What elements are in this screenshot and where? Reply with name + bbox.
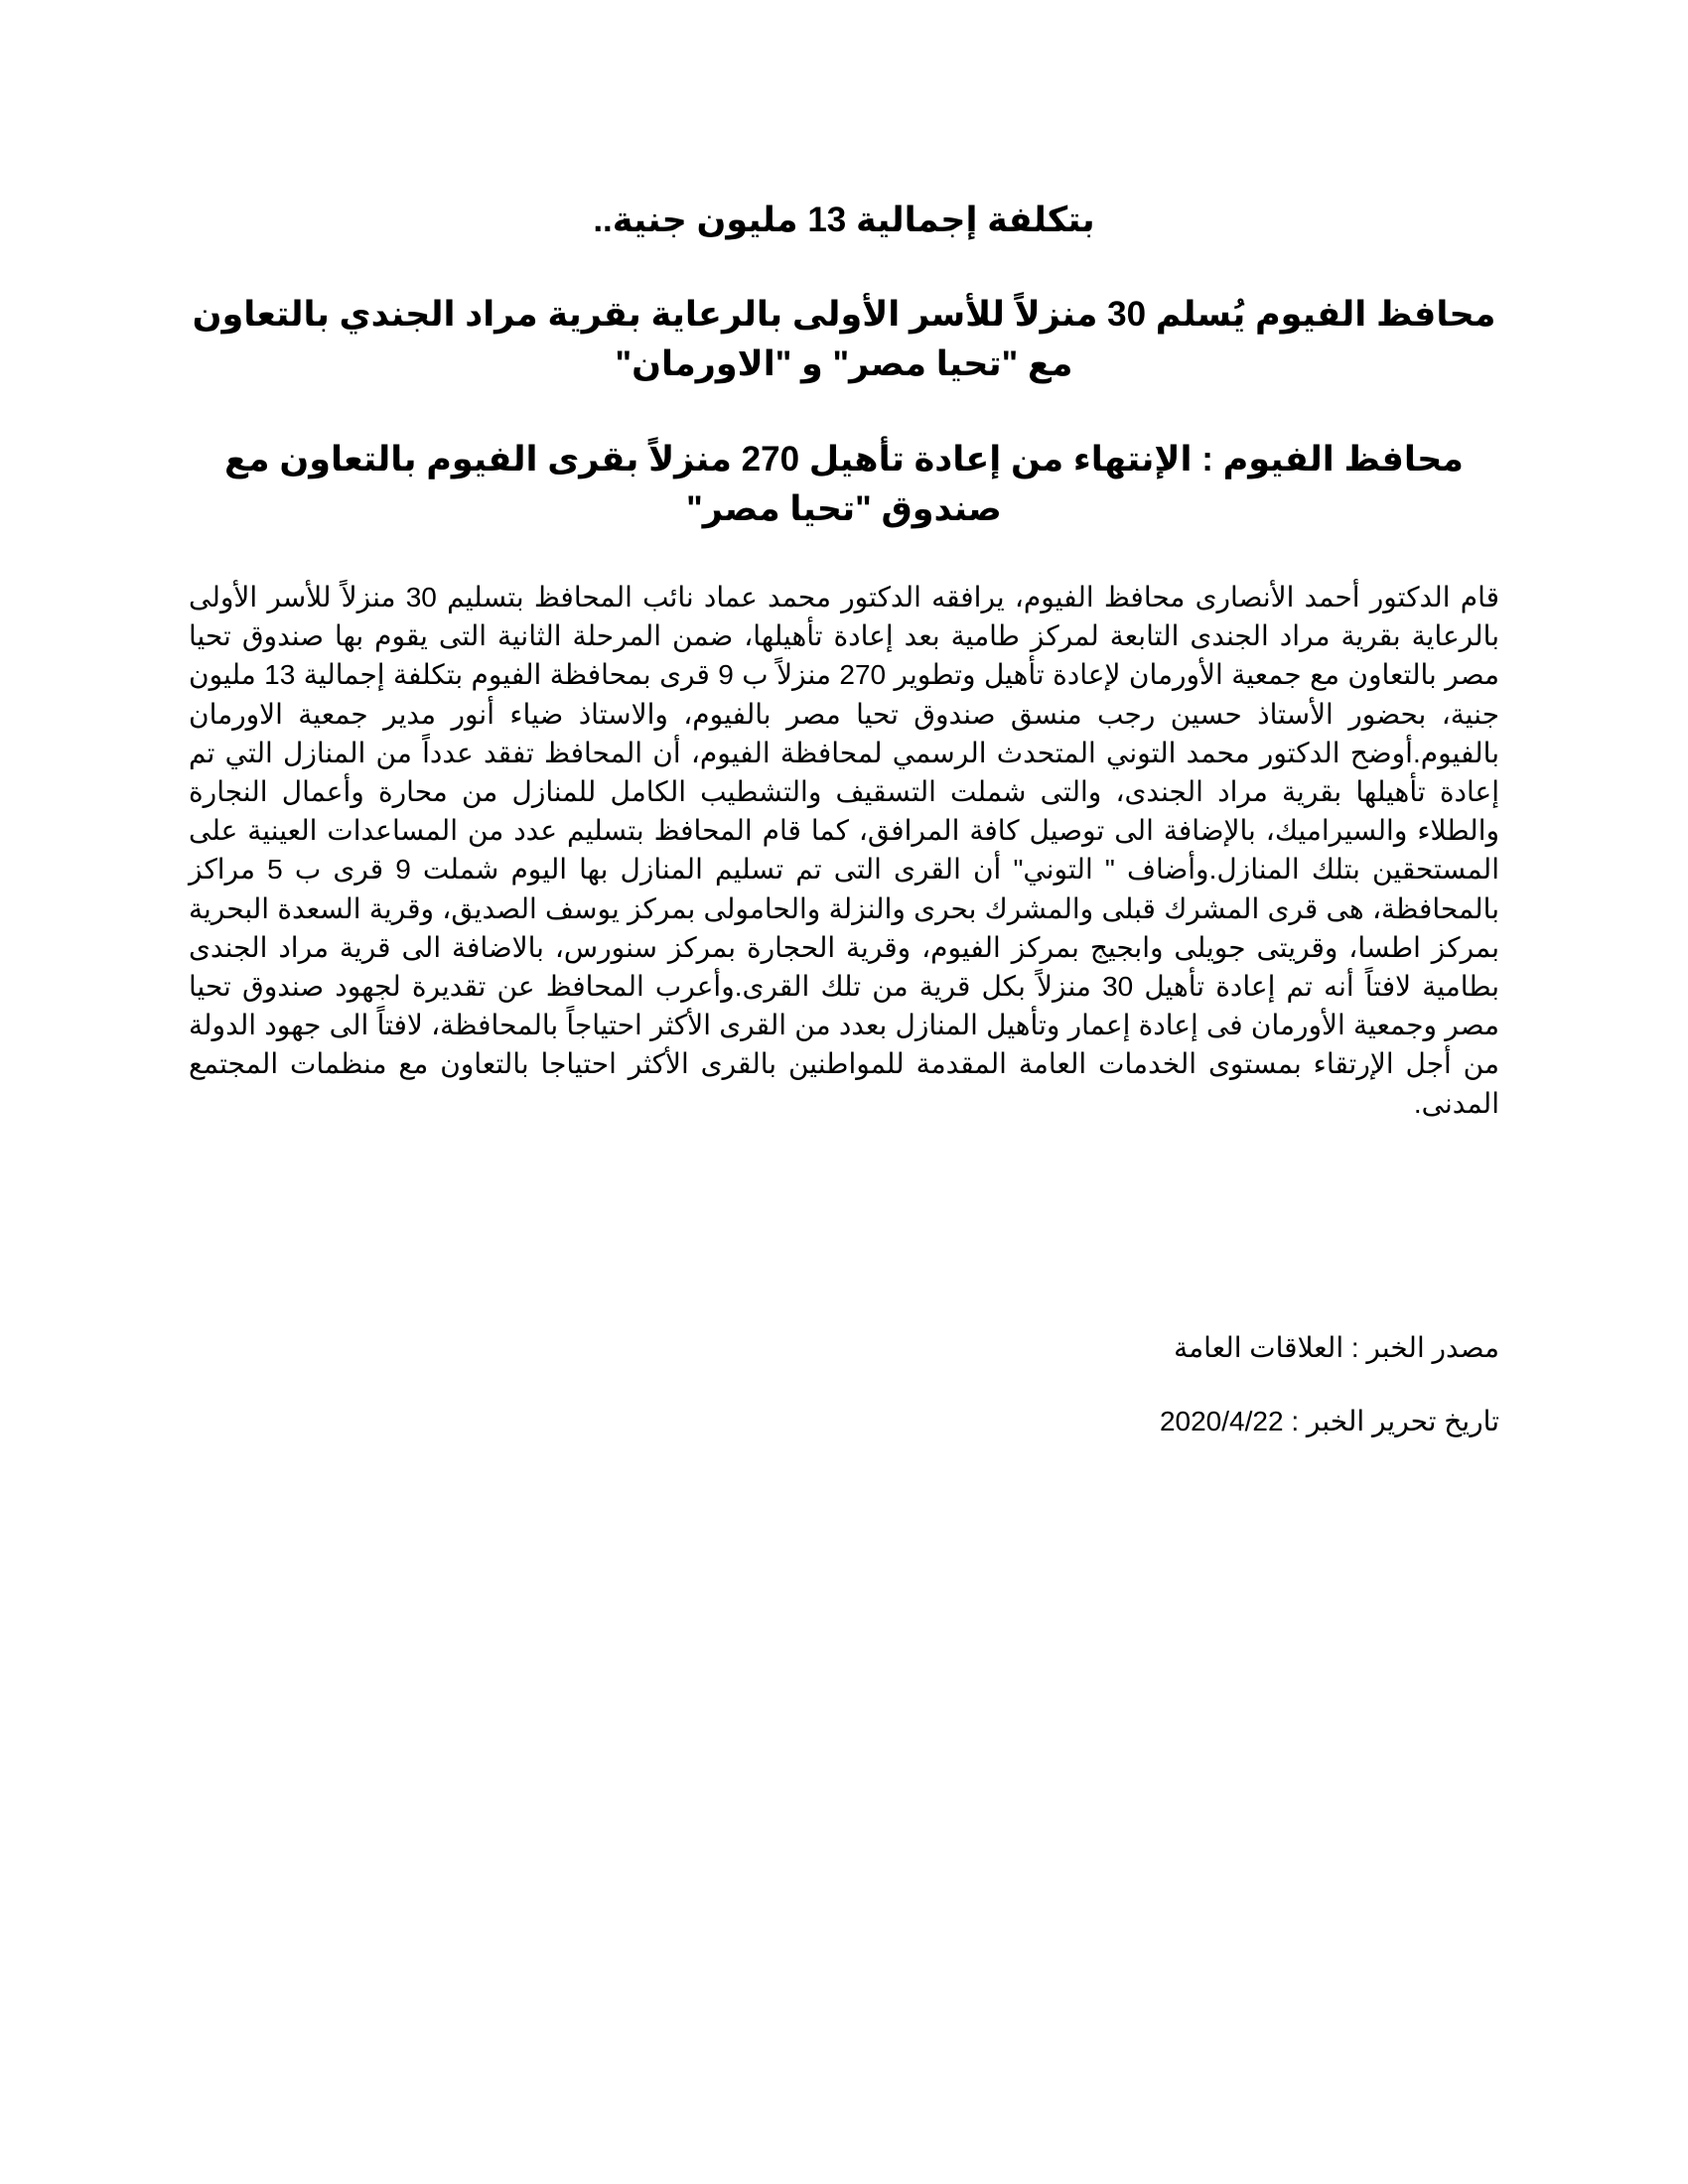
news-source: مصدر الخبر : العلاقات العامة bbox=[1174, 1332, 1499, 1363]
news-release-page bbox=[189, 0, 1499, 2184]
edit-date: تاريخ تحرير الخبر : 2020/4/22 bbox=[1159, 1406, 1499, 1436]
kicker-heading: بتكلفة إجمالية 13 مليون جنية.. bbox=[593, 201, 1095, 239]
main-headline: محافظ الفيوم يُسلم 30 منزلاً للأسر الأولى بالرعاية بقرية مراد الجندي بالتعاون مع "تحيا مصر" و "الاورمان" bbox=[192, 295, 1496, 383]
sub-headline: محافظ الفيوم : الإنتهاء من إعادة تأهيل 270 منزلاً بقرى الفيوم بالتعاون مع صندوق "تحيا مصر" bbox=[224, 440, 1464, 528]
article-body: قام الدكتور أحمد الأنصارى محافظ الفيوم، يرافقه الدكتور محمد عماد نائب المحافظ بتسليم 30 منزلاً للأسر الأولى بالرعاية بقرية مراد الجندى التابعة لمركز طامية بعد إعادة تأهيلها، ضمن المرحلة الثانية التى يقوم بها صندوق تحيا مصر بالتعاون مع جمعية الأورمان لإعادة تأهيل وتطوير 270 منزلاً ب 9 قرى بمحافظة الفيوم بتكلفة إجمالية 13 مليون جنية، بحضور الأستاذ حسين رجب منسق صندوق تحيا مصر بالفيوم، والاستاذ ضياء أنور مدير جمعية الاورمان بالفيوم.أوضح الدكتور محمد التوني المتحدث الرسمي لمحافظة الفيوم، أن المحافظ تفقد عدداً من المنازل التي تم إعادة تأهيلها بقرية مراد الجندى، والتى شملت التسقيف والتشطيب الكامل للمنازل من محارة وأعمال النجارة والطلاء والسيراميك، بالإضافة الى توصيل كافة المرافق، كما قام المحافظ بتسليم عدد من المساعدات العينية على المستحقين بتلك المنازل.وأضاف " التوني" أن القرى التى تم تسليم المنازل بها اليوم شملت 9 قرى ب 5 مراكز بالمحافظة، هى قرى المشرك قبلى والمشرك بحرى والنزلة والحامولى بمركز يوسف الصديق، وقرية السعدة البحرية بمركز اطسا، وقريتى جويلى وابجيج بمركز الفيوم، وقرية الحجارة بمركز سنورس، بالاضافة الى قرية مراد الجندى بطامية لافتاً أنه تم إعادة تأهيل 30 منزلاً بكل قرية من تلك القرى.وأعرب المحافظ عن تقديرة لجهود صندوق تحيا مصر وجمعية الأورمان فى إعادة إعمار وتأهيل المنازل بعدد من القرى الأكثر احتياجاً بالمحافظة، لافتاً الى جهود الدولة من أجل الإرتقاء بمستوى الخدمات العامة المقدمة للمواطنين بالقرى الأكثر احتياجا بالتعاون مع منظمات المجتمع المدنى. bbox=[189, 582, 1499, 1119]
